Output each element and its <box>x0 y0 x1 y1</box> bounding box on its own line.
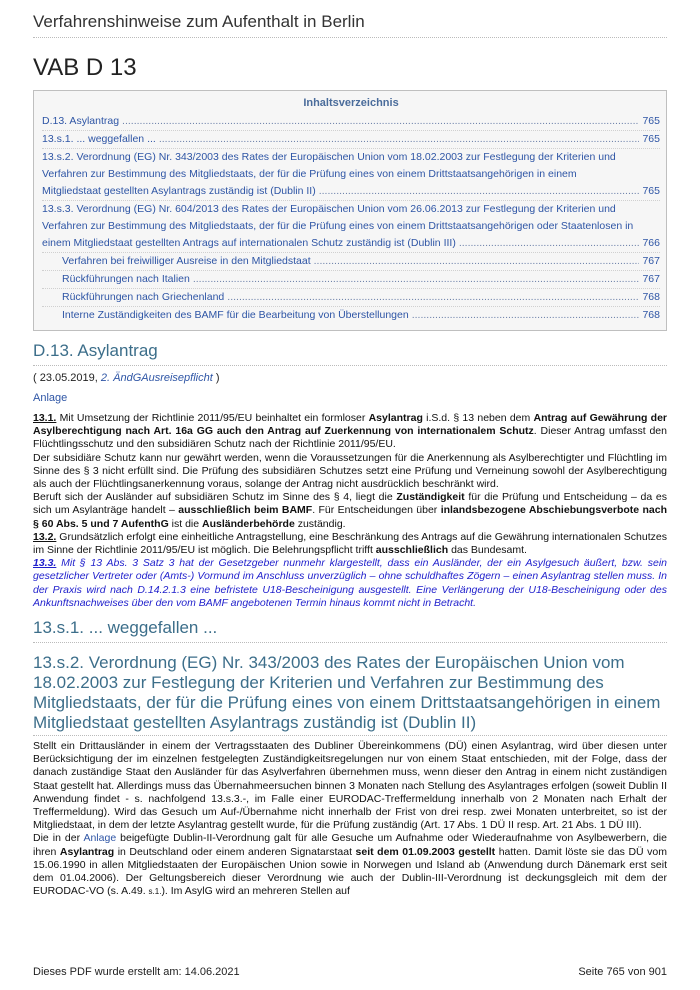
toc-leader-dots <box>227 289 639 306</box>
paragraph-13-3 <box>33 557 667 610</box>
toc-entry-line: Verfahren zur Bestimmung des Mitgliedstaats, der für die Prüfung eines von einem Drittstaatsangehörigen in einem <box>42 168 577 180</box>
toc-leader-dots <box>193 271 640 288</box>
toc-entry-text: 13.s.1. ... weggefallen ... <box>42 133 156 145</box>
text-run: ). Im AsylG wird an mehreren Stellen auf <box>161 885 350 898</box>
footer-created-date: Dieses PDF wurde erstellt am: 14.06.2021 <box>33 966 240 978</box>
footer-page-number: Seite 765 von 901 <box>578 966 667 978</box>
text-run: Mit Umsetzung der Richtlinie 2011/95/EU beinhaltet ein formloser <box>56 412 369 424</box>
toc-leader-dots <box>314 253 640 270</box>
text-run: . Dieser Antrag umfasst den Flüchtlingsschutz und den subsidiären Schutz nach der Richtlinie 2011/95/EU. <box>33 425 667 451</box>
bold-run: inlandsbezogene Abschiebungsverbote nach § 60 Abs. 5 und 7 AufenthG <box>33 504 667 530</box>
text-run: Die in der <box>33 832 84 845</box>
text-run: Beruft sich der Ausländer auf subsidiären Schutz im Sinne des § 4, liegt die <box>33 491 397 504</box>
toc-entry-page: 767 <box>642 255 660 267</box>
toc-entry-line: 13.s.3. Verordnung (EG) Nr. 604/2013 des Rates der Europäischen Union vom 26.06.2013 zur Festlegung der Kriterien und <box>42 203 616 215</box>
toc-entry-text: Rückführungen nach Italien <box>62 273 190 285</box>
toc-leader-dots <box>319 183 640 200</box>
toc-entry[interactable] <box>42 201 660 253</box>
text-run: ist die <box>168 517 203 530</box>
anlage-inline-link[interactable]: Anlage <box>83 832 117 845</box>
toc-entry[interactable] <box>42 307 660 324</box>
text-run: das Bundesamt. <box>448 544 527 557</box>
bold-run: Ausländerbehörde <box>202 517 295 530</box>
small-ref: s.1. <box>148 887 162 897</box>
toc-leader-dots <box>459 235 640 252</box>
bold-run: ausschließlich beim BAMF <box>178 504 313 517</box>
toc-entry-page: 768 <box>642 291 660 303</box>
paragraph-competence <box>33 491 667 531</box>
toc-entry-text: Interne Zuständigkeiten des BAMF für die Bearbeitung von Überstellungen <box>62 309 409 321</box>
text-run: . Für Entscheidungen über <box>312 504 441 517</box>
paragraph-13-2 <box>33 531 667 557</box>
running-header: Verfahrenshinweise zum Aufenthalt in Berlin <box>33 12 667 38</box>
text-run: beigefügte Dublin-II-Verordnung galt für alle Gesuche um Aufnahme oder Wiederaufnahme von Asylbewerbern, die ihren <box>33 832 667 858</box>
toc-entry-page: 765 <box>642 115 660 127</box>
toc-entry[interactable] <box>42 113 660 131</box>
toc-entry-text: Mitgliedstaat gestellten Asylantrags zuständig ist (Dublin II) <box>42 185 316 197</box>
amendment-note <box>33 372 667 384</box>
bold-run: Antrag auf Gewährung der Asylberechtigung nach Art. 16a GG auch den Antrag auf Zuerkennung von internationalem Schutz <box>33 412 667 438</box>
toc-entry[interactable] <box>42 271 660 289</box>
text-run: hatten. Damit löste sie das DÜ vom 15.06.1990 in allen Mitgliedstaaten der Europäischen Union sowie in Norwegen und Island ab (Anwendung durch Dänemark erst seit dem 01.04.2006). Der Geltungsbereich dieser Verordnung wie auch der Dublin-III-Verordnung ist deckungsgleich mit dem der EURODAC-VO (s. A.49. <box>33 845 668 898</box>
text-run: in Deutschland oder einem anderen Signatarstaat <box>114 845 356 858</box>
toc-entry[interactable] <box>42 131 660 149</box>
toc-entry-page: 767 <box>642 273 660 285</box>
section-title-dublin-ii: 13.s.2. Verordnung (EG) Nr. 343/2003 des Rates der Europäischen Union vom 18.02.2003 zur Festlegung der Kriterien und Verfahren zur Bestimmung des Mitgliedstaats, der für die Prüfung eines von einem Drittstaatsangehörigen in einem Mitgliedstaat gestellten Asylantrags zuständig ist (Dublin II) <box>33 653 667 736</box>
amendment-close: ) <box>212 372 220 384</box>
toc-leader-dots <box>122 113 639 130</box>
toc-entry-text: D.13. Asylantrag <box>42 115 120 127</box>
amendment-date: ( 23.05.2019, <box>33 372 101 384</box>
toc-entry-page: 766 <box>642 237 660 249</box>
toc-entry-line: 13.s.2. Verordnung (EG) Nr. 343/2003 des Rates der Europäischen Union vom 18.02.2003 zur Festlegung der Kriterien und <box>42 151 616 163</box>
text-run: Grundsätzlich erfolgt eine einheitliche Antragstellung, eine Beschränkung des Antrags auf die Gewährung internationalen Schutzes im Sinne der Richtlinie 2011/95/EU ist möglich. Die Belehrungspflicht trifft <box>33 530 667 557</box>
section-title-13s1: 13.s.1. ... weggefallen ... <box>33 618 667 643</box>
text-run: für die Prüfung und Entscheidung – da es sich um Asylanträge handelt – <box>33 491 667 517</box>
paragraph-dublin-ii-regulation <box>33 832 667 898</box>
paragraph-dublin-convention: Stellt ein Drittausländer in einem der Vertragsstaaten des Dubliner Übereinkommens (DÜ) einen Asylantrag, wird über diesen unter Berücksichtigung der im einzelnen festgelegten Zuständigkeitsregelungen nur von einem Staat entschieden, mit der Folge, dass der danach zuständige Staat den Ausländer für das Asylverfahren übernehmen muss, wenn dieser den Antrag in einem nicht zuständigen Staat gestellt hat. Allerdings muss das Übernahmeersuchen binnen 3 Monaten nach Stellung des Asylantrages erfolgen (soweit Dublin II Anwendung findet - s. nachfolgend 13.s.3.-, im Falle einer EURODAC-Treffermeldung innerhalb von 2 Monaten nach Erhalt der Treffermeldung). Wird das Gesuch um Auf-/Übernahme nicht innerhalb der Frist von drei resp. zwei Monaten unterbreitet, so ist der Mitgliedstaat, in dem der letzte Asylantrag gestellt wurde, für die Prüfung zuständig (Art. 17 Abs. 1 DÜ II resp. Art. 21 Abs. 1 DÜ III). <box>33 740 667 832</box>
toc-entry-line: Verfahren zur Bestimmung des Mitgliedstaats, der für die Prüfung eines von einem Drittstaatsangehörigen oder Staatenlosen in <box>42 220 634 232</box>
text-run: zuständig. <box>294 517 346 530</box>
bold-run: Asylantrag <box>368 412 423 424</box>
amendment-link[interactable]: 2. ÄndGAusreisepflicht <box>100 372 213 384</box>
toc-entry-page: 768 <box>642 309 660 321</box>
page <box>33 0 667 898</box>
text-run: i.S.d. § 13 neben dem <box>422 412 534 424</box>
toc-entry[interactable] <box>42 149 660 201</box>
table-of-contents <box>33 90 667 331</box>
toc-leader-dots <box>159 131 640 148</box>
paragraph-number: 13.2. <box>33 530 57 543</box>
paragraph-number: 13.1. <box>33 412 57 424</box>
paragraph-number: 13.3. <box>33 557 57 570</box>
paragraph-subsidiary-protection: Der subsidiäre Schutz kann nur gewährt werden, wenn die Voraussetzungen für die Anerkennung als Asylberechtigter und Flüchtling im Sinne des § 3 nicht erfüllt sind. Die Prüfung des subsidiären Schutzes setzt eine Prüfung und Verneinung sowohl der Asylberechtigung als auch der Flüchtlingsanerkennung voraus, solange der Antrag nicht ausdrücklich beschränkt wird. <box>33 451 667 491</box>
toc-entry-page: 765 <box>642 185 660 197</box>
page-footer <box>33 966 667 978</box>
toc-entry[interactable] <box>42 289 660 307</box>
anlage-link[interactable]: Anlage <box>33 392 68 404</box>
toc-entry-text: einem Mitgliedstaat gestellten Antrags auf internationalen Schutz zuständig ist (Dublin III) <box>42 237 456 249</box>
toc-entry-page: 765 <box>642 133 660 145</box>
paragraph-13-1 <box>33 412 667 452</box>
bold-run: Asylantrag <box>59 845 115 858</box>
toc-heading: Inhaltsverzeichnis <box>303 97 399 109</box>
bold-run: seit dem 01.09.2003 gestellt <box>355 845 496 858</box>
bold-run: Zuständigkeit <box>396 491 465 504</box>
toc-entry-text: Verfahren bei freiwilliger Ausreise in den Mitgliedstaat <box>62 255 311 267</box>
bold-run: ausschließlich <box>375 544 449 557</box>
toc-leader-dots <box>412 307 640 324</box>
document-title: VAB D 13 <box>33 54 137 81</box>
toc-entry-text: Rückführungen nach Griechenland <box>62 291 225 303</box>
toc-entry[interactable] <box>42 253 660 271</box>
text-run: Mit § 13 Abs. 3 Satz 3 hat der Gesetzgeber nunmehr klargestellt, dass ein Ausländer, der ein Asylgesuch äußert, bzw. sein gesetzlicher Vertreter oder (Amts-) Vormund im Anschluss unverzüglich – ohne schuldhaftes Zögern – einen Asylantrag stellen muss. In der Praxis wird nach D.14.2.1.3 eine befristete U18-Bescheinigung ausgestellt. Eine Verlängerung der U18-Bescheinigung oder des Ankunftsnachweises über den vom BAMF angebotenen Termin hinaus kommt nicht in Betracht. <box>33 557 667 609</box>
section-title-asylantrag: D.13. Asylantrag <box>33 341 667 366</box>
